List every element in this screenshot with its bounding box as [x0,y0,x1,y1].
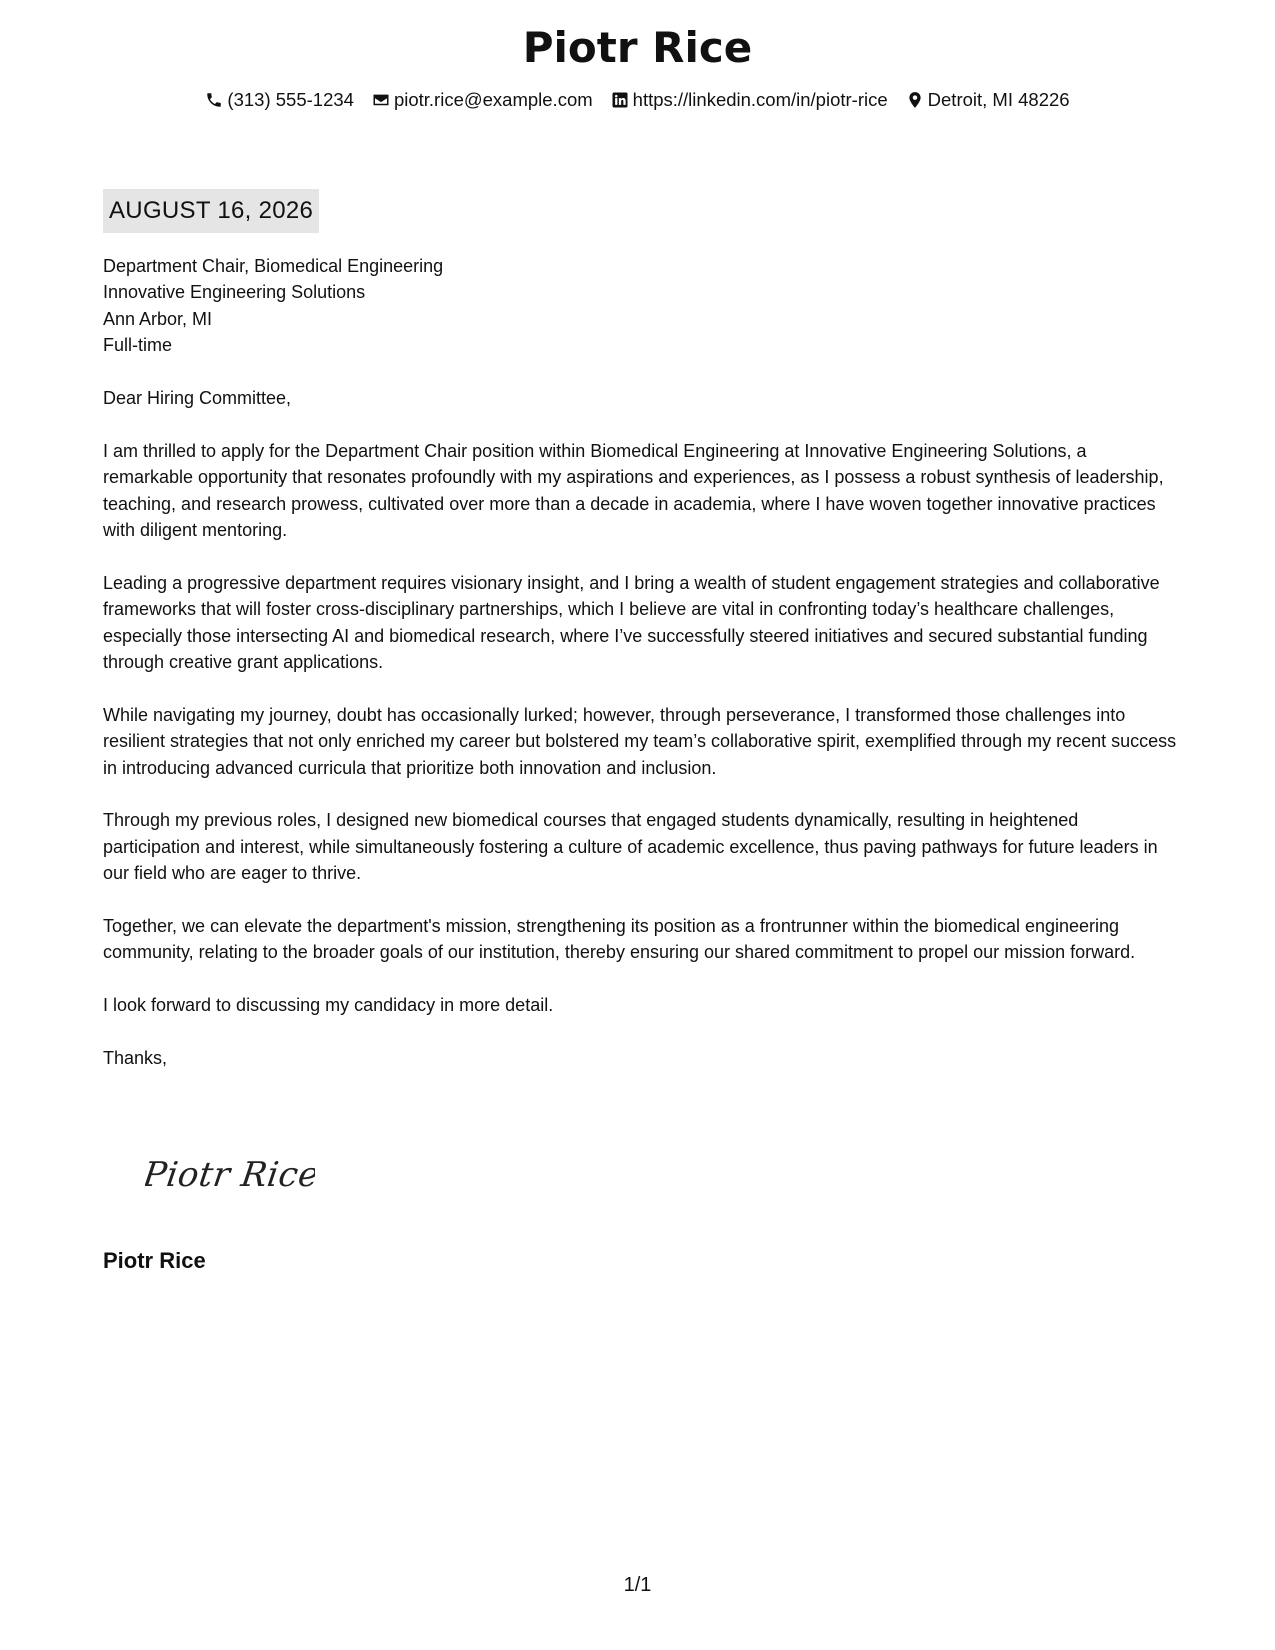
body-paragraph: While navigating my journey, doubt has occasionally lurked; however, through perseverance, I transformed those challenges into resilient strategies that not only enriched my career but bolstered my team’s collaborative spirit, exemplified through my recent success in introducing advanced curricula that prioritize both innovation and inclusion. [103,704,1177,778]
location-text: Detroit, MI 48226 [927,89,1070,110]
map-marker-icon [906,91,924,109]
linkedin-icon [611,91,629,109]
recipient-company: Innovative Engineering Solutions [103,282,366,303]
letter-body [103,253,1178,1098]
phone-text: (313) 555-1234 [227,89,354,110]
salutation: Dear Hiring Committee, [103,388,292,409]
recipient-employment-type: Full-time [103,335,173,356]
applicant-name: Piotr Rice [522,23,753,72]
svg-text:Piotr Rice: Piotr Rice [145,1155,315,1195]
recipient-block [103,253,1178,359]
letter-header [0,18,1275,112]
signer-name: Piotr Rice [103,1248,206,1273]
contact-phone [205,88,354,112]
contact-info [0,88,1275,112]
linkedin-text[interactable]: https://linkedin.com/in/piotr-rice [632,89,888,110]
body-paragraph: I am thrilled to apply for the Department Chair position within Biomedical Engineering at Innovative Engineering Solutions, a remarkable opportunity that resonates profoundly with my aspirations and experiences, as I possess a robust synthesis of leadership, teaching, and research prowess, cultivated over more than a decade in academia, where I have woven together innovative practices with diligent mentoring. [103,440,1164,541]
contact-email[interactable] [372,88,593,112]
envelope-icon [372,91,390,109]
letter-date: AUGUST 16, 2026 [103,189,319,233]
closing: Thanks, [103,1048,168,1069]
recipient-title: Department Chair, Biomedical Engineering [103,256,444,276]
page-number: 1/1 [623,1574,652,1596]
body-paragraph: Through my previous roles, I designed new biomedical courses that engaged students dynamically, resulting in heightened participation and interest, while simultaneously fostering a culture of academic excellence, thus paving pathways for future leaders in our field who are eager to thrive. [103,810,1158,884]
contact-linkedin[interactable] [611,88,888,112]
email-text[interactable]: piotr.rice@example.com [393,89,593,110]
body-paragraph: Leading a progressive department requires visionary insight, and I bring a wealth of student engagement strategies and collaborative frameworks that will foster cross-disciplinary partnerships, which I believe are vital in confronting today’s healthcare challenges, especially those intersecting AI and biomedical research, where I’ve successfully steered initiatives and secured substantial funding through creative grant applications. [103,572,1160,673]
recipient-location: Ann Arbor, MI [103,308,213,329]
contact-location [906,88,1070,112]
phone-icon [205,91,223,109]
body-paragraph: Together, we can elevate the department's mission, strengthening its position as a frontrunner within the biomedical engineering community, relating to the broader goals of our institution, thereby ensuring our shared commitment to propel our mission forward. [103,916,1136,963]
body-paragraph: I look forward to discussing my candidacy in more detail. [103,995,554,1016]
handwritten-signature [145,1150,315,1205]
